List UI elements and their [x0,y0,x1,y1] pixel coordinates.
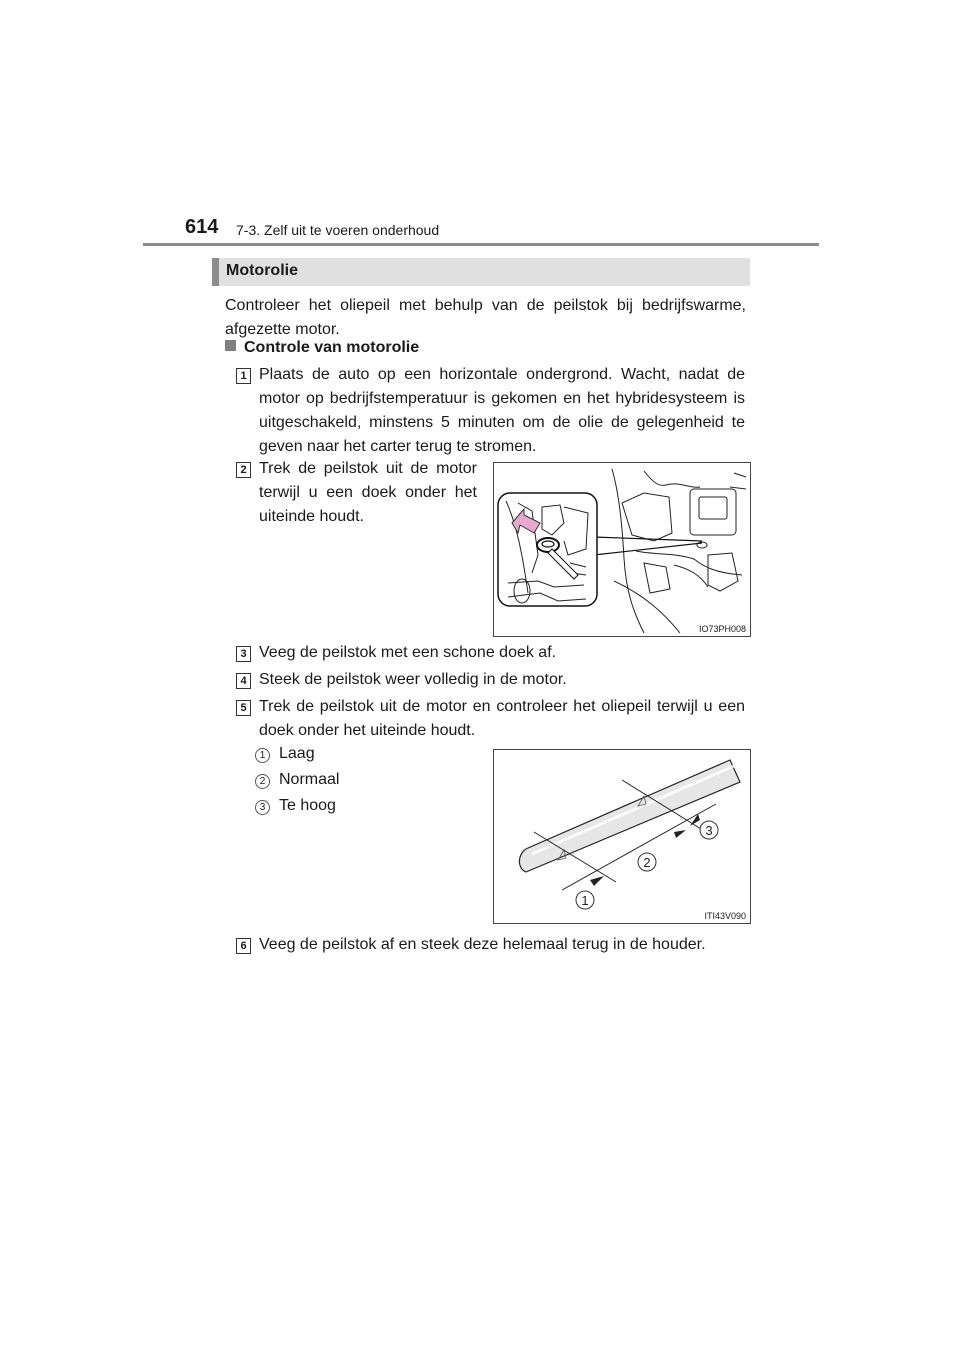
callout-1: 1 [581,893,589,908]
legend-number-1: 1 [255,748,270,763]
engine-dipstick-figure [493,462,751,637]
page-number: 614 [185,216,219,238]
figure-code: ITI43V090 [704,911,746,921]
callout-3: 3 [705,823,713,838]
step-text-5: Trek de peilstok uit de motor en controleer het oliepeil terwijl u een doek onder het uiteinde houdt. [259,698,745,739]
legend-number-3: 3 [255,800,270,815]
callout-2: 2 [643,855,651,870]
step-number-2: 2 [236,462,251,478]
step-text-2: Trek de peilstok uit de motor terwijl u een doek onder het uiteinde houdt. [259,460,477,525]
engine-bay-illustration [494,463,750,636]
dipstick-illustration [494,750,750,923]
step-number-3: 3 [236,646,251,662]
section-bar [212,258,219,286]
legend-label-normal: Normaal [279,771,340,788]
step-number-5: 5 [236,700,251,716]
legend-label-high: Te hoog [279,797,336,814]
step-number-1: 1 [236,368,251,384]
step-text-4: Steek de peilstok weer volledig in de motor. [259,671,567,688]
step-text-6: Veeg de peilstok af en steek deze helemaal terug in de houder. [259,936,706,953]
figure-code: IO73PH008 [698,624,746,634]
subheading [225,339,419,357]
header-rule [143,243,819,246]
legend-number-2: 2 [255,774,270,789]
step-number-4: 4 [236,673,251,689]
step-number-6: 6 [236,938,251,954]
dipstick-level-figure [493,749,751,924]
running-title: 7-3. Zelf uit te voeren onderhoud [236,222,440,238]
square-bullet-icon [225,340,236,351]
section-title: Motorolie [226,262,298,279]
intro-paragraph: Controleer het oliepeil met behulp van de peilstok bij bedrijfswarme, afgezette motor. [225,297,746,338]
legend-label-low: Laag [279,745,315,762]
section-header [212,258,750,286]
step-text-3: Veeg de peilstok met een schone doek af. [259,644,557,661]
step-text-1: Plaats de auto op een horizontale ondergrond. Wacht, nadat de motor op bedrijfstemperatuur is gekomen en het hybridesysteem is uitgeschakeld, minstens 5 minuten om de olie de gelegenheid te geven naar het carter terug te stromen. [259,366,745,455]
subheading-text: Controle van motorolie [244,339,420,356]
